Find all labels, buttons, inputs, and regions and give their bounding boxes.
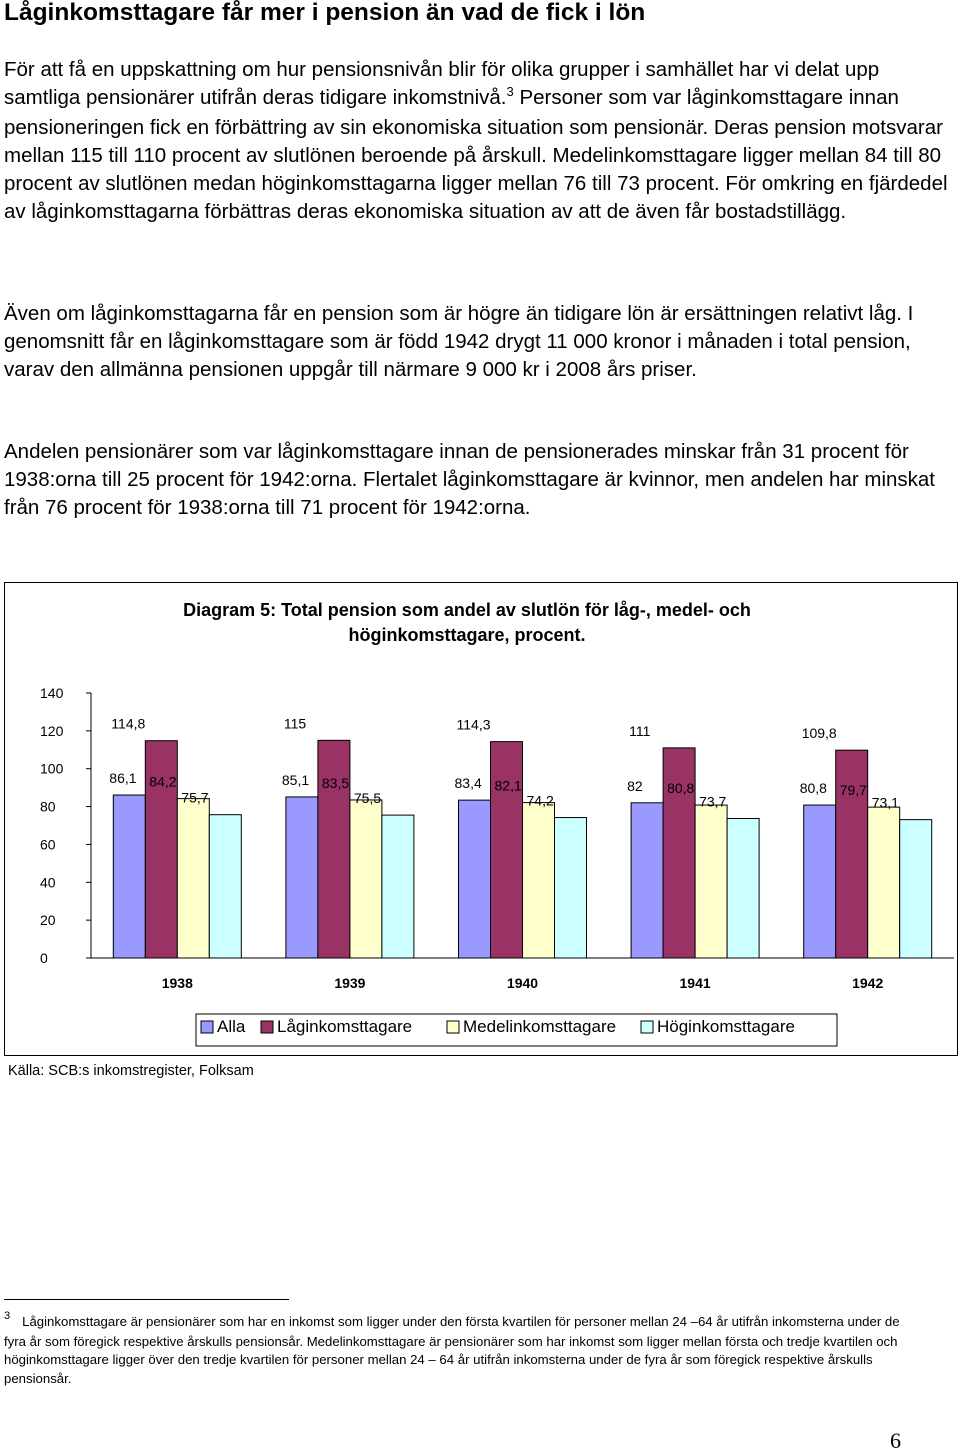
data-label: 83,5 [321,774,350,791]
footnote [4,1310,904,1388]
data-label: 73,1 [871,794,899,811]
legend-label: Alla [217,1017,246,1036]
footnote-mark: 3 [4,1310,11,1322]
chart-source: Källa: SCB:s inkomstregister, Folksam [8,1063,254,1079]
bar-låginkomsttagare-1939 [318,740,350,958]
y-tick-label: 20 [40,912,56,929]
data-label: 114,8 [111,715,146,732]
bar-höginkomsttagare-1938 [209,815,241,958]
data-label: 75,5 [353,790,382,807]
y-tick-label: 120 [40,722,64,739]
legend-label: Höginkomsttagare [657,1017,795,1036]
data-label: 111 [629,722,651,739]
data-label: 114,3 [456,716,491,733]
footnote-reference[interactable]: 3 [506,84,514,99]
bar-medelinkomsttagare-1939 [350,800,382,958]
data-label: 73,7 [699,793,727,810]
data-label: 86,1 [109,770,137,787]
bar-låginkomsttagare-1940 [491,742,523,958]
bar-medelinkomsttagare-1938 [177,799,209,958]
data-label: 85,1 [281,771,310,788]
legend-swatch [447,1021,459,1033]
data-label: 84,2 [149,773,177,790]
data-label: 79,7 [839,782,867,799]
chart-title-line-2: höginkomsttagare, procent. [348,625,586,645]
bar-medelinkomsttagare-1942 [868,807,900,958]
chart-title-line-1: Diagram 5: Total pension som andel av slutlön för låg-, medel- och [183,600,751,620]
data-label: 74,2 [526,792,554,809]
bar-alla-1942 [804,805,836,958]
x-tick-label: 1938 [161,975,193,991]
legend-swatch [261,1021,273,1033]
x-tick-label: 1942 [852,975,884,991]
bar-höginkomsttagare-1939 [382,815,414,958]
x-tick-label: 1940 [506,975,539,991]
paragraph-1-part-1: För att få en uppskattning om hur pensionsnivån blir för olika grupper i samhället har vi delat upp samtliga pensionärer utifrån deras tidigare inkomstnivå. [4,58,880,109]
bar-höginkomsttagare-1940 [555,818,587,958]
x-tick-label: 1941 [679,975,711,991]
y-tick-label: 60 [40,836,56,853]
data-label: 80,8 [799,780,827,797]
data-label: 82 [627,777,643,794]
footnote-text: Låginkomsttagare är pensionärer som har en inkomst som ligger under den första kvartilen för personer mellan 24 –64 år utifrån inkomsterna under de fyra år som föregick respektive årskulls pensionsår. Medelinkomsttagare är pensionärer som har inkomst som ligger mellan första och tredje kvartilen och höginkomsttagare ligger över den tredje kvartilen för personer mellan 24 – 64 år utifrån inkomsterna under de fyra år som föregick respektive årskulls pensionsår. [4,1314,900,1386]
legend-label: Medelinkomsttagare [463,1017,617,1036]
data-label: 83,4 [454,775,482,792]
bar-medelinkomsttagare-1940 [523,803,555,958]
bar-höginkomsttagare-1942 [900,820,932,958]
data-label: 75,7 [181,789,209,806]
x-tick-label: 1939 [334,975,366,991]
bar-höginkomsttagare-1941 [727,818,759,958]
paragraph-share-low-income: Andelen pensionärer som var låginkomsttagare innan de pensionerades minskar från 31 procent för 1938:orna till 25 procent för 1942:orna. Flertalet låginkomsttagare är kvinnor, men andelen har minskat från 76 procent för 1938:orna till 71 procent för 1942:orna. [4,440,935,519]
footnote-separator [4,1299,289,1300]
paragraph-1-part-2: Personer som var låginkomsttagare innan pensioneringen fick en förbättring av sin ekonomiska situation som pensionär. Deras pension motsvarar mellan 115 till 110 procent av slutlönen beroende på årskull. Medelinkomsttagare ligger mellan 84 till 80 procent av slutlönen medan höginkomsttagarna ligger mellan 76 till 73 procent. För omkring en fjärdedel av låginkomsttagarna förbättras deras ekonomiska situation av att de även får bostadstillägg. [4,86,948,223]
page-number: 6 [890,1428,901,1453]
bar-alla-1940 [459,800,491,958]
legend-swatch [641,1021,653,1033]
paragraph-low-compensation: Även om låginkomsttagarna får en pension som är högre än tidigare lön är ersättningen relativt låg. I genomsnitt får en låginkomsttagare som är född 1942 drygt 11 000 kronor i månaden i total pension, varav den allmänna pensionen uppgår till närmare 9 000 kr i 2008 års priser. [4,302,914,381]
y-tick-label: 0 [40,950,48,966]
legend-swatch [201,1021,213,1033]
data-label: 80,8 [667,780,695,797]
data-label: 82,1 [494,777,522,794]
legend-label: Låginkomsttagare [277,1017,413,1036]
data-label: 109,8 [801,725,837,742]
y-tick-label: 100 [40,760,64,777]
data-label: 115 [283,715,307,732]
page-heading: Låginkomsttagare får mer i pension än vad de fick i lön [4,0,646,26]
y-tick-label: 80 [40,798,56,815]
bar-alla-1939 [286,797,318,958]
bar-medelinkomsttagare-1941 [695,805,727,958]
y-tick-label: 40 [40,874,56,891]
y-tick-label: 140 [40,685,64,701]
bar-alla-1941 [631,803,663,958]
bar-alla-1938 [113,795,145,958]
